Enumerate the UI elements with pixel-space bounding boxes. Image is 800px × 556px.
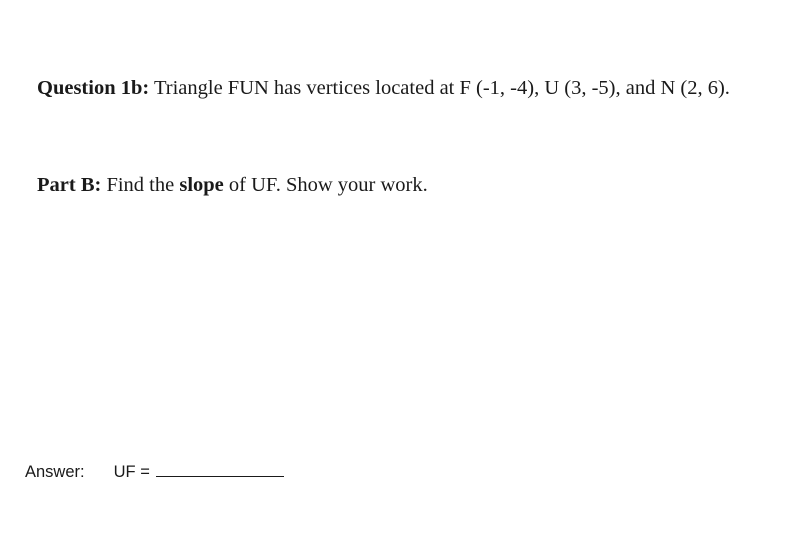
answer-row [25, 459, 284, 482]
part-b-text-after: of UF. Show your work. [223, 174, 428, 196]
part-b-emphasis: slope [179, 174, 224, 196]
question-label: Question 1b: [37, 77, 150, 99]
part-b-prompt [37, 173, 428, 197]
answer-label: Answer: [25, 463, 85, 481]
part-b-text-before: Find the [101, 174, 180, 196]
answer-blank-line[interactable] [156, 459, 284, 477]
question-1b [37, 76, 730, 100]
question-text: Triangle FUN has vertices located at F (-1, -4), U (3, -5), and N (2, 6). [149, 77, 730, 99]
answer-expression: UF = [113, 463, 150, 481]
part-b-label: Part B: [37, 174, 102, 196]
